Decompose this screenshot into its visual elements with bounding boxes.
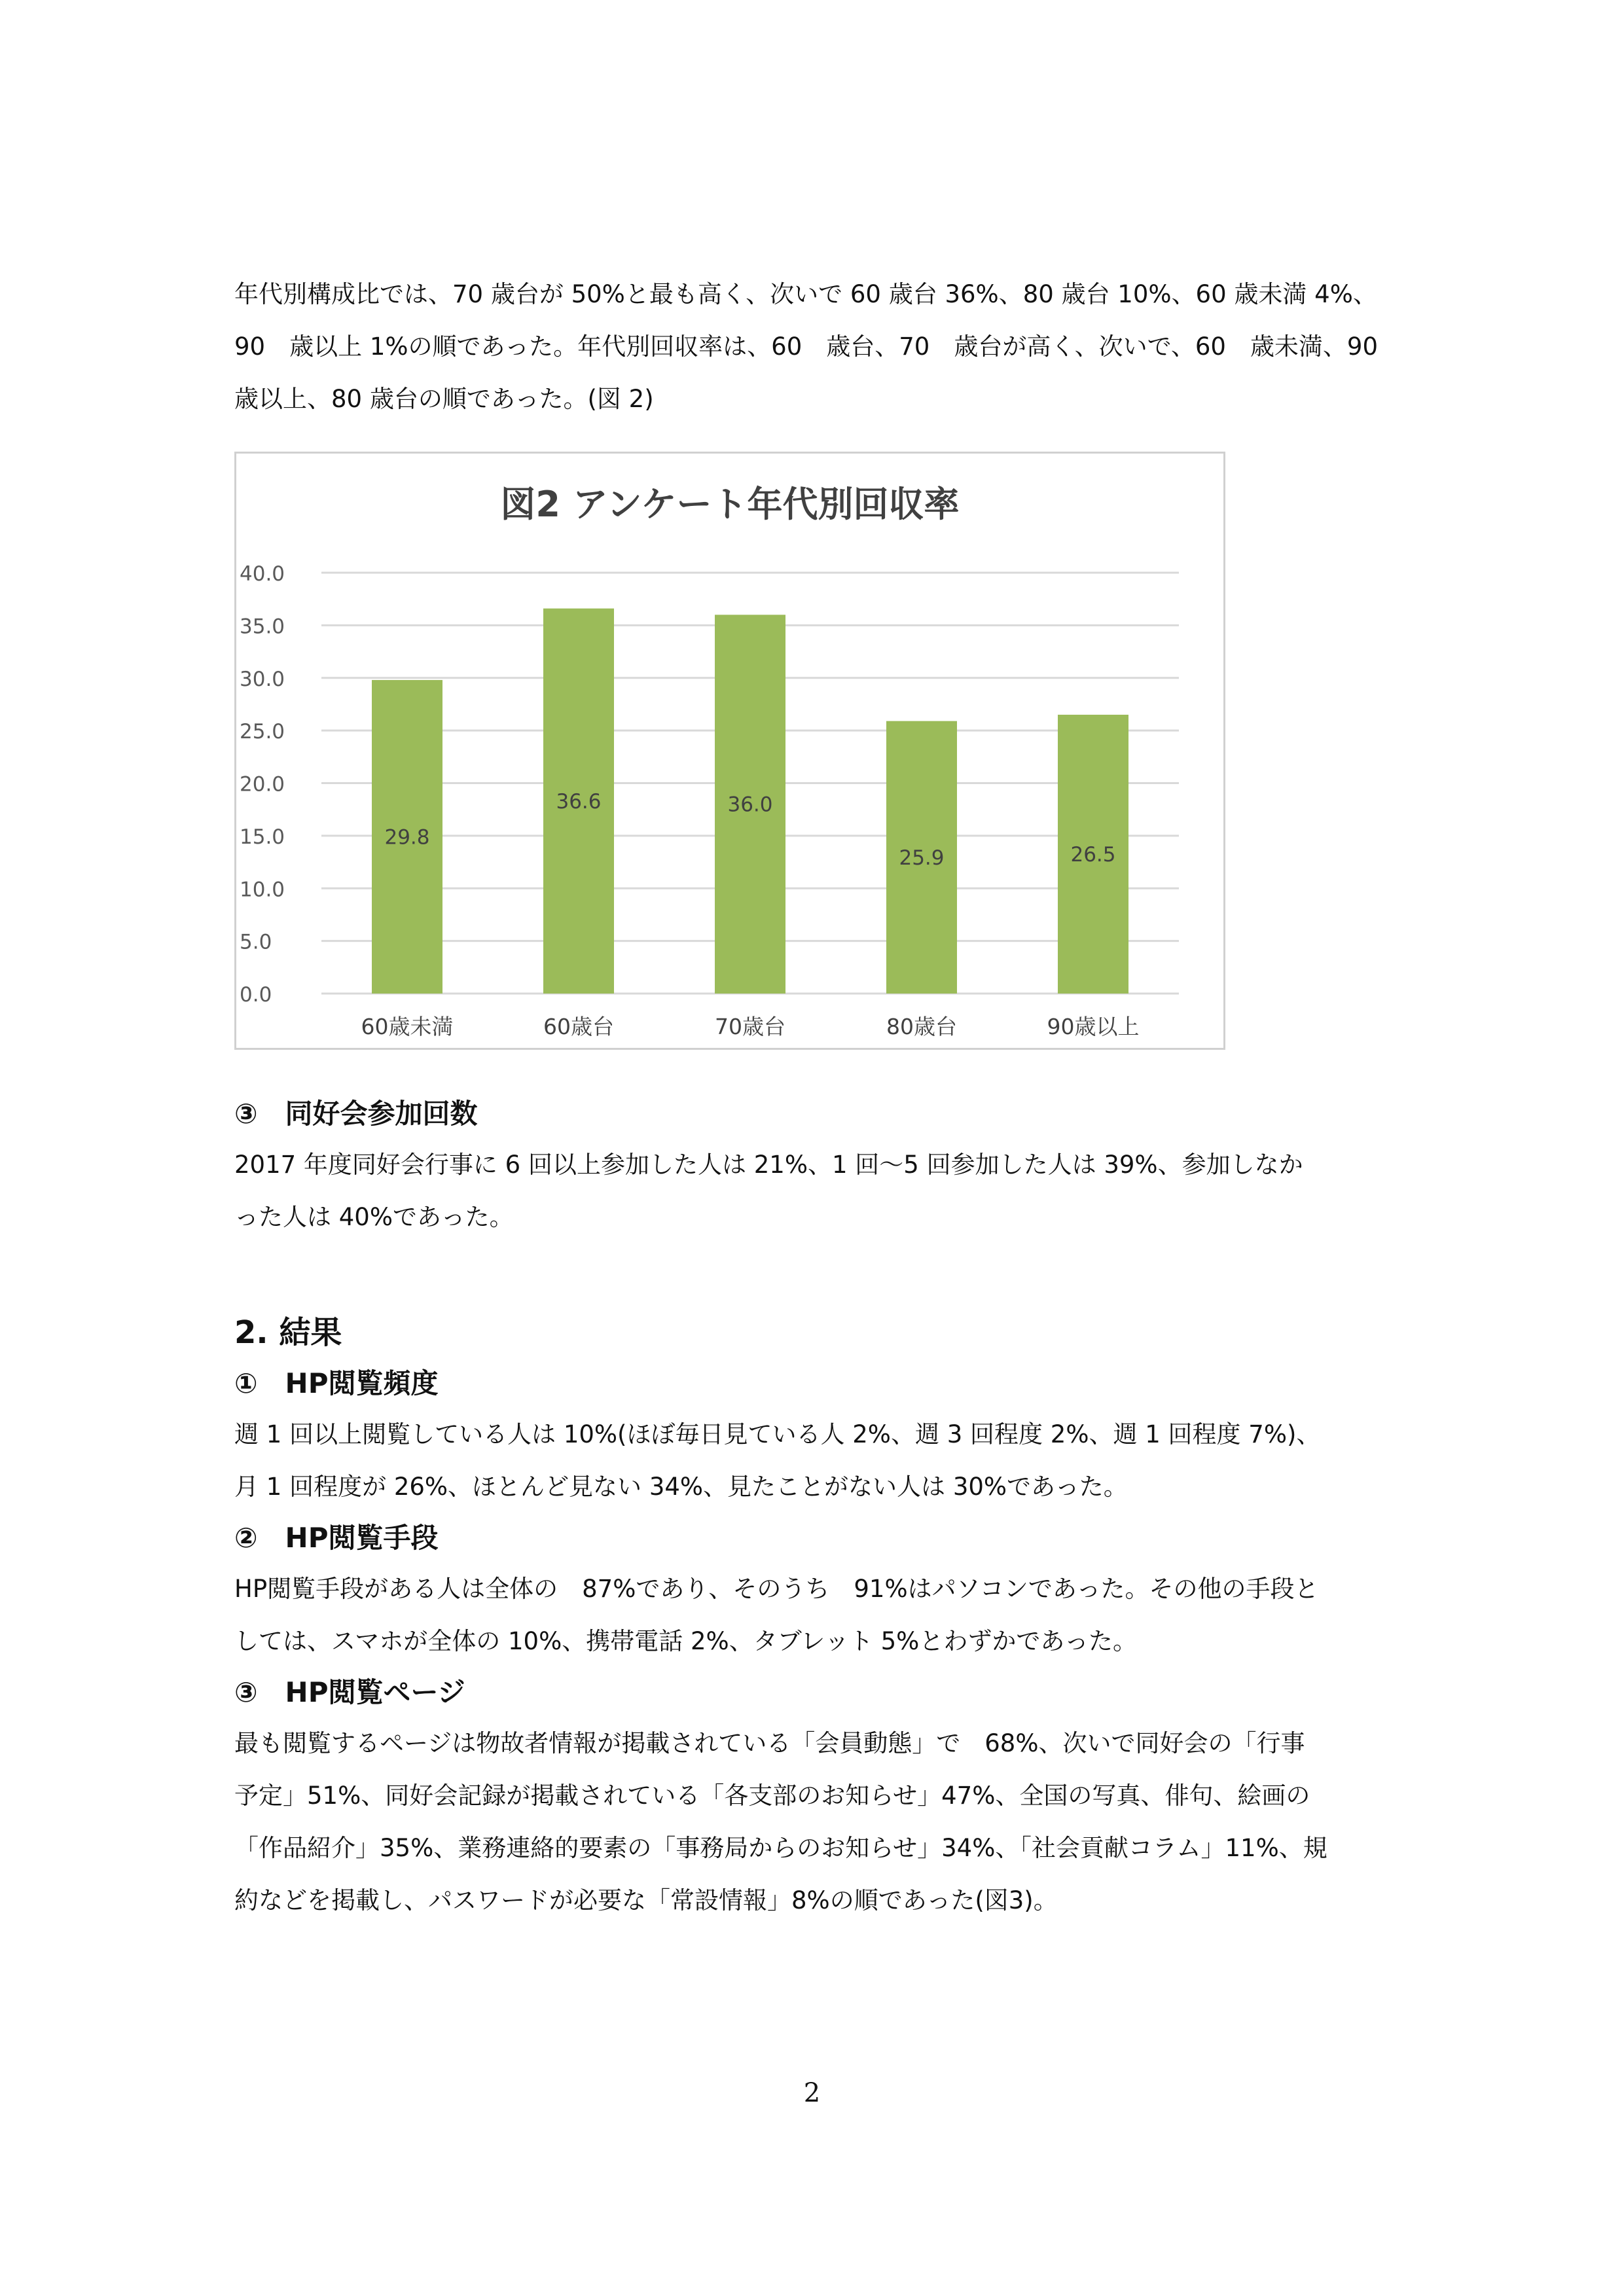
y-tick-label: 5.0 <box>240 930 272 954</box>
x-category-label: 70歳台 <box>715 1014 785 1039</box>
intro-line-2: 90 歳以上 1%の順であった。年代別回収率は、60 歳台、70 歳台が高く、次いで、60 歳未満、90 <box>234 332 1379 361</box>
y-tick-label: 25.0 <box>240 720 285 744</box>
y-tick-label: 20.0 <box>240 772 285 797</box>
bar-data-label: 29.8 <box>384 825 430 850</box>
participation-line-1: 2017 年度同好会行事に 6 回以上参加した人は 21%、1 回～5 回参加した人は 39%、参加しなか <box>234 1151 1303 1179</box>
hp-pages-line-2: 予定」51%、同好会記録が掲載されている「各支部のお知らせ」47%、全国の写真、俳句、絵画の <box>234 1782 1310 1810</box>
y-tick-label: 40.0 <box>240 562 285 586</box>
x-category-label: 90歳以上 <box>1047 1014 1140 1039</box>
hp-means-line-2: しては、スマホが全体の 10%、携帯電話 2%、タブレット 5%とわずかであった。 <box>234 1627 1137 1655</box>
x-category-label: 60歳未満 <box>361 1014 454 1039</box>
participation-line-2: った人は 40%であった。 <box>234 1203 514 1231</box>
chart-canvas <box>236 454 1223 1048</box>
y-tick-label: 30.0 <box>240 667 285 691</box>
bar-data-label: 25.9 <box>899 846 945 870</box>
hp-pages-line-1: 最も閲覧するページは物故者情報が掲載されている「会員動態」で 68%、次いで同好会の「行事 <box>234 1729 1305 1757</box>
bar-data-label: 36.0 <box>727 793 773 817</box>
hp-means-line-1: HP閲覧手段がある人は全体の 87%であり、そのうち 91%はパソコンであった。その他の手段と <box>234 1575 1319 1603</box>
y-tick-label: 0.0 <box>240 983 272 1007</box>
x-category-label: 60歳台 <box>543 1014 614 1039</box>
hp-pages-line-3: 「作品紹介」35%、業務連絡的要素の「事務局からのお知らせ」34%、「社会貢献コラム」11%、規 <box>234 1834 1327 1862</box>
y-tick-label: 35.0 <box>240 615 285 639</box>
hp-pages-paragraph <box>234 1717 1432 1927</box>
intro-paragraph <box>234 268 1432 425</box>
bar-data-label: 36.6 <box>556 789 602 814</box>
bar-data-label: 26.5 <box>1070 843 1116 867</box>
page-number: 2 <box>803 2078 821 2108</box>
results-heading: 2. 結果 <box>234 1314 342 1351</box>
y-axis-ticks <box>240 562 285 1007</box>
x-category-label: 80歳台 <box>886 1014 957 1039</box>
hp-frequency-line-2: 月 1 回程度が 26%、ほとんど見ない 34%、見たことがない人は 30%であった。 <box>234 1473 1128 1501</box>
chart-title: 図2 アンケート年代別回収率 <box>500 484 960 525</box>
hp-means-heading: ② HP閲覧手段 <box>234 1522 439 1554</box>
hp-frequency-heading: ① HP閲覧頻度 <box>234 1367 439 1399</box>
hp-pages-heading: ③ HP閲覧ページ <box>234 1676 465 1708</box>
participation-heading: ③ 同好会参加回数 <box>234 1098 478 1130</box>
age-response-rate-chart <box>234 452 1225 1050</box>
hp-frequency-line-1: 週 1 回以上閲覧している人は 10%(ほぼ毎日見ている人 2%、週 3 回程度 2%、週 1 回程度 7%)、 <box>234 1420 1321 1448</box>
y-tick-label: 10.0 <box>240 878 285 902</box>
participation-paragraph <box>234 1139 1432 1244</box>
hp-pages-line-4: 約などを掲載し、パスワードが必要な「常設情報」8%の順であった(図3)。 <box>234 1886 1058 1914</box>
hp-means-paragraph <box>234 1563 1432 1668</box>
y-tick-label: 15.0 <box>240 825 285 849</box>
intro-line-3: 歳以上、80 歳台の順であった。(図 2) <box>234 385 654 413</box>
page-content <box>234 268 1432 1927</box>
intro-line-1: 年代別構成比では、70 歳台が 50%と最も高く、次いで 60 歳台 36%、80 歳台 10%、60 歳未満 4%、 <box>234 280 1377 308</box>
hp-frequency-paragraph <box>234 1408 1432 1513</box>
x-axis-categories <box>361 1014 1140 1039</box>
